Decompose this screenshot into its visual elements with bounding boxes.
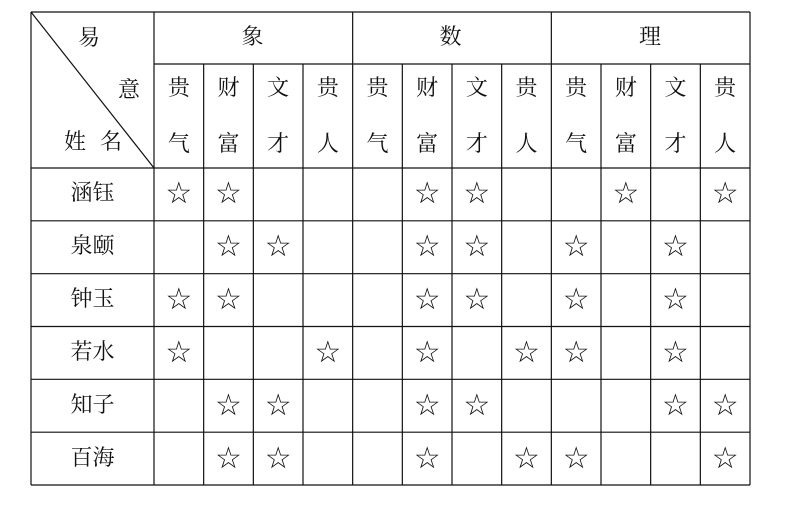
star-mark: ☆ [463, 387, 491, 423]
star-mark: ☆ [413, 387, 441, 423]
subheader-8 [551, 64, 601, 168]
subheader-5 [402, 64, 452, 168]
subheader-char: 才 [664, 132, 687, 157]
star-mark: ☆ [264, 229, 292, 265]
row-name: 涵钰 [70, 181, 115, 207]
subheader-char: 人 [515, 132, 538, 157]
star-mark: ☆ [165, 176, 193, 212]
star-mark: ☆ [264, 440, 292, 476]
subheader-char: 才 [465, 132, 488, 157]
star-mark: ☆ [562, 334, 590, 370]
star-mark: ☆ [711, 176, 739, 212]
subheader-char: 富 [614, 132, 637, 157]
row-name: 钟玉 [70, 287, 115, 313]
subheader-2 [253, 64, 303, 168]
row-name: 若水 [70, 339, 115, 365]
star-mark: ☆ [662, 229, 689, 265]
subheader-char: 富 [217, 132, 240, 157]
subheader-3 [303, 64, 353, 168]
star-mark: ☆ [463, 282, 491, 318]
subheader-char: 气 [366, 132, 389, 157]
star-mark: ☆ [413, 229, 441, 265]
star-mark: ☆ [413, 176, 441, 212]
subheader-char: 财 [416, 76, 439, 101]
star-mark: ☆ [612, 176, 640, 212]
subheader-9 [601, 64, 651, 168]
subheader-char: 富 [416, 132, 439, 157]
star-mark: ☆ [711, 440, 739, 476]
corner-label-bottom-right: 名 [100, 130, 123, 155]
star-mark: ☆ [562, 282, 590, 318]
subheader-char: 贵 [167, 76, 190, 101]
corner-label-middle: 意 [118, 78, 141, 103]
star-mark: ☆ [711, 387, 739, 423]
subheader-6 [452, 64, 502, 168]
group-header-xiang: 象 [241, 25, 264, 50]
subheader-char: 文 [465, 76, 488, 101]
subheader-11 [700, 64, 750, 168]
subheader-char: 气 [167, 132, 190, 157]
star-mark: ☆ [413, 282, 441, 318]
corner-label-bottom-left: 姓 [64, 130, 87, 155]
star-mark: ☆ [165, 282, 193, 318]
star-mark: ☆ [513, 334, 540, 370]
subheader-char: 文 [664, 76, 687, 101]
subheader-char: 财 [217, 76, 240, 101]
corner-label-top: 易 [78, 26, 101, 51]
star-mark: ☆ [463, 176, 491, 212]
star-mark: ☆ [562, 229, 590, 265]
subheader-char: 贵 [515, 76, 538, 101]
star-mark: ☆ [215, 440, 242, 476]
subheader-char: 贵 [366, 76, 389, 101]
subheader-char: 贵 [316, 76, 339, 101]
subheader-char: 人 [714, 132, 737, 157]
subheader-char: 文 [267, 76, 290, 101]
row-name: 泉颐 [70, 234, 115, 260]
subheader-char: 人 [316, 132, 339, 157]
subheader-char: 财 [614, 76, 637, 101]
star-mark: ☆ [662, 282, 689, 318]
star-mark: ☆ [215, 176, 242, 212]
star-mark: ☆ [562, 440, 590, 476]
star-mark: ☆ [463, 229, 491, 265]
star-mark: ☆ [413, 334, 441, 370]
star-mark: ☆ [413, 440, 441, 476]
star-mark: ☆ [165, 334, 193, 370]
subheader-10 [651, 64, 701, 168]
subheader-4 [353, 64, 403, 168]
star-mark: ☆ [513, 440, 540, 476]
subheader-0 [154, 64, 204, 168]
group-header-li: 理 [638, 25, 661, 50]
star-mark: ☆ [662, 334, 689, 370]
star-mark: ☆ [215, 229, 242, 265]
star-mark: ☆ [314, 334, 342, 370]
subheader-char: 气 [565, 132, 588, 157]
subheader-7 [502, 64, 552, 168]
star-mark: ☆ [215, 282, 242, 318]
star-mark: ☆ [215, 387, 242, 423]
group-header-shu: 数 [439, 25, 462, 50]
star-mark: ☆ [264, 387, 292, 423]
star-mark: ☆ [662, 387, 689, 423]
subheader-char: 贵 [565, 76, 588, 101]
subheader-char: 才 [267, 132, 290, 157]
subheader-1 [204, 64, 254, 168]
row-name: 百海 [70, 445, 115, 471]
subheader-char: 贵 [714, 76, 737, 101]
row-name: 知子 [70, 392, 115, 418]
